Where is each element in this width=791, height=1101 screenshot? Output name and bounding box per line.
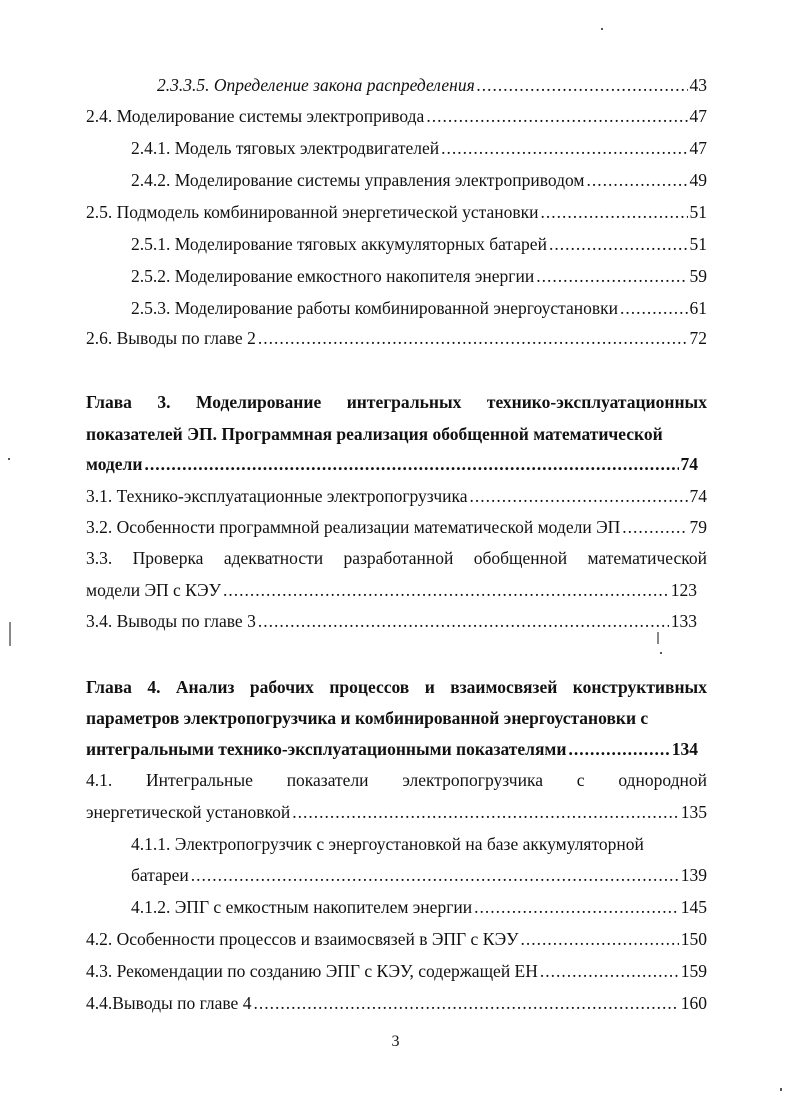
toc-entry-page: 61	[689, 298, 707, 318]
word: адекватности	[223, 548, 324, 568]
toc-entry-title: 2.5.1. Моделирование тяговых аккумуляторных батарей	[131, 234, 547, 254]
toc-entry-page: 74	[689, 486, 707, 506]
toc-entry	[131, 229, 707, 259]
word: рабочих	[249, 677, 314, 697]
word: конструктивных	[572, 677, 707, 697]
toc-entry-page: 47	[689, 138, 707, 158]
word: Анализ	[175, 677, 235, 697]
toc-entry-3-3-line2	[86, 575, 697, 605]
toc-entry-title: 3.1. Технико-эксплуатационные электропогрузчика	[86, 486, 468, 506]
toc-entry-page: 145	[680, 897, 707, 917]
toc-entry	[131, 892, 707, 922]
scan-speck	[780, 1088, 782, 1091]
word: процессов	[329, 677, 410, 697]
scan-speck	[9, 622, 11, 646]
toc-entry	[86, 988, 707, 1018]
toc-entry-page: 47	[689, 106, 707, 126]
word: однородной	[618, 770, 707, 790]
toc-entry-title: 2.4.1. Модель тяговых электродвигателей	[131, 138, 440, 158]
toc-entry-page: 123	[670, 580, 697, 600]
word: технико-эксплуатационных	[486, 392, 707, 412]
toc-entry-title: батареи	[131, 865, 189, 885]
chapter-3-heading-line2	[86, 419, 707, 449]
toc-entry-title: 4.2. Особенности процессов и взаимосвязей в ЭПГ с КЭУ	[86, 929, 519, 949]
toc-entry-4-1-1-line1	[131, 829, 707, 859]
toc-entry	[86, 323, 707, 353]
toc-entry-3-3-line1	[86, 543, 707, 573]
toc-entry-page: 159	[680, 961, 707, 981]
toc-entry-4-1-line2	[86, 797, 707, 827]
toc-entry-page: 59	[689, 266, 707, 286]
heading-text: модели	[86, 454, 143, 474]
toc-entry-page: 134	[671, 739, 698, 759]
toc-entry	[131, 165, 707, 195]
toc-entry-title: 2.5.3. Моделирование работы комбинированной энергоустановки	[131, 298, 619, 318]
word: взаимосвязей	[450, 677, 558, 697]
scan-speck	[601, 28, 603, 30]
toc-entry	[157, 70, 707, 100]
word: и	[424, 677, 435, 697]
word: Глава	[86, 392, 132, 412]
scan-speck	[657, 632, 659, 644]
toc-entry-page: 49	[689, 170, 707, 190]
word: обобщенной	[473, 548, 568, 568]
toc-entry	[131, 293, 707, 323]
toc-entry-page: 160	[680, 993, 707, 1013]
toc-entry	[86, 197, 707, 227]
chapter-4-heading-line1	[86, 672, 707, 702]
toc-entry-title: 3.4. Выводы по главе 3	[86, 611, 256, 631]
scan-speck	[660, 652, 662, 654]
toc-entry-page: 139	[680, 865, 707, 885]
toc-entry	[86, 481, 707, 511]
toc-entry-page: 43	[689, 75, 707, 95]
word: Моделирование	[196, 392, 322, 412]
toc-entry-page: 79	[689, 517, 707, 537]
toc-entry-title: 4.1.1. Электропогрузчик с энергоустановкой на базе аккумуляторной	[131, 834, 644, 854]
heading-text: показателей ЭП. Программная реализация обобщенной математической	[86, 424, 663, 444]
toc-entry-page: 51	[689, 234, 707, 254]
toc-entry	[131, 261, 707, 291]
word: разработанной	[343, 548, 454, 568]
toc-entry-title: 4.1.2. ЭПГ с емкостным накопителем энергии	[131, 897, 473, 917]
heading-text: параметров электропогрузчика и комбинированной энергоустановки с	[86, 708, 649, 728]
toc-entry-title: 3.2. Особенности программной реализации математической модели ЭП	[86, 517, 621, 537]
word: с	[576, 770, 585, 790]
word: 4.	[147, 677, 161, 697]
toc-entry	[86, 512, 707, 542]
chapter-4-heading-line2	[86, 703, 707, 733]
toc-entry	[86, 101, 707, 131]
toc-entry-4-1-line1	[86, 765, 707, 795]
toc-entry-title: 2.3.3.5. Определение закона распределения	[157, 75, 475, 95]
word: электропогрузчика	[402, 770, 543, 790]
word: Проверка	[132, 548, 204, 568]
toc-entry	[86, 606, 697, 636]
word: показатели	[286, 770, 369, 790]
toc-entry	[86, 924, 707, 954]
toc-entry-title: модели ЭП с КЭУ	[86, 580, 222, 600]
toc-entry-page: 133	[670, 611, 697, 631]
word: математической	[587, 548, 707, 568]
toc-entry-page: 74	[680, 454, 698, 474]
toc-entry-title: 2.6. Выводы по главе 2	[86, 328, 256, 348]
scan-speck	[8, 458, 10, 460]
word: интегральных	[346, 392, 462, 412]
chapter-3-heading-line1	[86, 387, 707, 417]
toc-entry-page: 135	[680, 802, 707, 822]
word: 3.3.	[86, 548, 113, 568]
word: Интегральные	[146, 770, 253, 790]
word: 3.	[157, 392, 171, 412]
toc-entry-title: 4.3. Рекомендации по созданию ЭПГ с КЭУ, содержащей ЕН	[86, 961, 538, 981]
chapter-4-heading-line3	[86, 734, 698, 764]
toc-entry	[86, 956, 707, 986]
page-number: 3	[391, 1033, 400, 1050]
heading-text: интегральными технико-эксплуатационными показателями	[86, 739, 567, 759]
toc-entry	[131, 133, 707, 163]
toc-entry-page: 51	[689, 202, 707, 222]
word: Глава	[86, 677, 132, 697]
toc-entry-title: 4.4.Выводы по главе 4	[86, 993, 252, 1013]
toc-entry-title: 2.5. Подмодель комбинированной энергетической установки	[86, 202, 539, 222]
word: 4.1.	[86, 770, 113, 790]
toc-entry-title: энергетической установкой	[86, 802, 291, 822]
toc-entry-title: 2.4.2. Моделирование системы управления электроприводом	[131, 170, 585, 190]
toc-entry-title: 2.4. Моделирование системы электропривода	[86, 106, 425, 126]
chapter-3-heading-line3	[86, 449, 698, 479]
toc-entry-page: 150	[680, 929, 707, 949]
toc-entry-title: 2.5.2. Моделирование емкостного накопителя энергии	[131, 266, 535, 286]
toc-entry-4-1-1-line2	[131, 860, 707, 890]
toc-entry-page: 72	[689, 328, 707, 348]
